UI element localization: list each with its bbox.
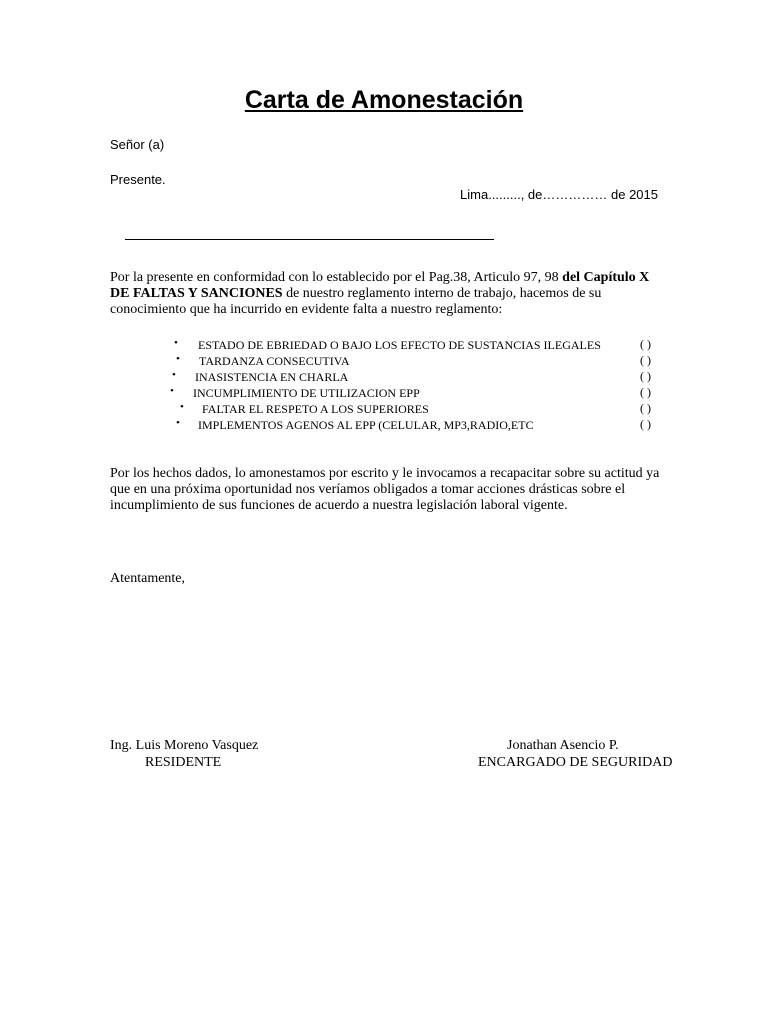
fault-checkbox[interactable]: ( )	[640, 417, 651, 431]
fault-text: ESTADO DE EBRIEDAD O BAJO LOS EFECTO DE SUSTANCIAS ILEGALES	[198, 338, 601, 352]
intro-text-2: de nuestro reglamento interno de trabajo, hacemos de su conocimiento que ha incurrido en evidente falta a nuestro reglamento:	[110, 286, 602, 317]
fault-text: FALTAR EL RESPETO A LOS SUPERIORES	[202, 402, 429, 416]
intro-text-bold: del Capítulo X DE FALTAS Y SANCIONES	[110, 270, 650, 301]
warning-paragraph: Por los hechos dados, lo amonestamos por escrito y le invocamos a recapacitar sobre su actitud ya que en una próxima oportunidad nos veríamos obligados a tomar acciones drásticas sobre el incumplimiento de sus funciones de acuerdo a nuestra legislación laboral vigente.	[110, 466, 660, 513]
fault-text: IMPLEMENTOS AGENOS AL EPP (CELULAR, MP3,RADIO,ETC	[198, 418, 534, 432]
fault-checkbox[interactable]: ( )	[640, 369, 651, 383]
fault-text: INCUMPLIMIENTO DE UTILIZACION EPP	[193, 386, 420, 400]
bullet: •	[170, 385, 174, 397]
bullet: •	[180, 401, 184, 413]
intro-text-1: Por la presente en conformidad con lo establecido por el Pag.38, Articulo 97, 98	[110, 270, 563, 285]
bullet: •	[176, 417, 180, 429]
salutation: Señor (a)	[110, 137, 165, 152]
fault-checkbox[interactable]: ( )	[640, 401, 651, 415]
left-signature-name: Ing. Luis Moreno Vasquez	[110, 738, 259, 753]
intro-paragraph	[110, 270, 670, 318]
left-signature-role: RESIDENTE	[145, 755, 222, 770]
fault-checkbox[interactable]: ( )	[640, 337, 651, 351]
fault-checkbox[interactable]: ( )	[640, 385, 651, 399]
right-signature-name: Jonathan Asencio P.	[507, 738, 619, 753]
bullet: •	[172, 369, 176, 381]
date-line: Lima........., de…………… de 2015	[460, 187, 658, 202]
bullet: •	[174, 337, 178, 349]
right-signature-role: ENCARGADO DE SEGURIDAD	[478, 755, 673, 770]
recipient-name-line	[125, 239, 494, 240]
bullet: •	[176, 353, 180, 365]
fault-checkbox[interactable]: ( )	[640, 353, 651, 367]
fault-text: TARDANZA CONSECUTIVA	[199, 354, 350, 368]
letter-title: Carta de Amonestación	[244, 86, 524, 114]
closing-text: Atentamente,	[110, 571, 186, 586]
fault-text: INASISTENCIA EN CHARLA	[195, 370, 349, 384]
presente-line: Presente.	[110, 172, 166, 187]
